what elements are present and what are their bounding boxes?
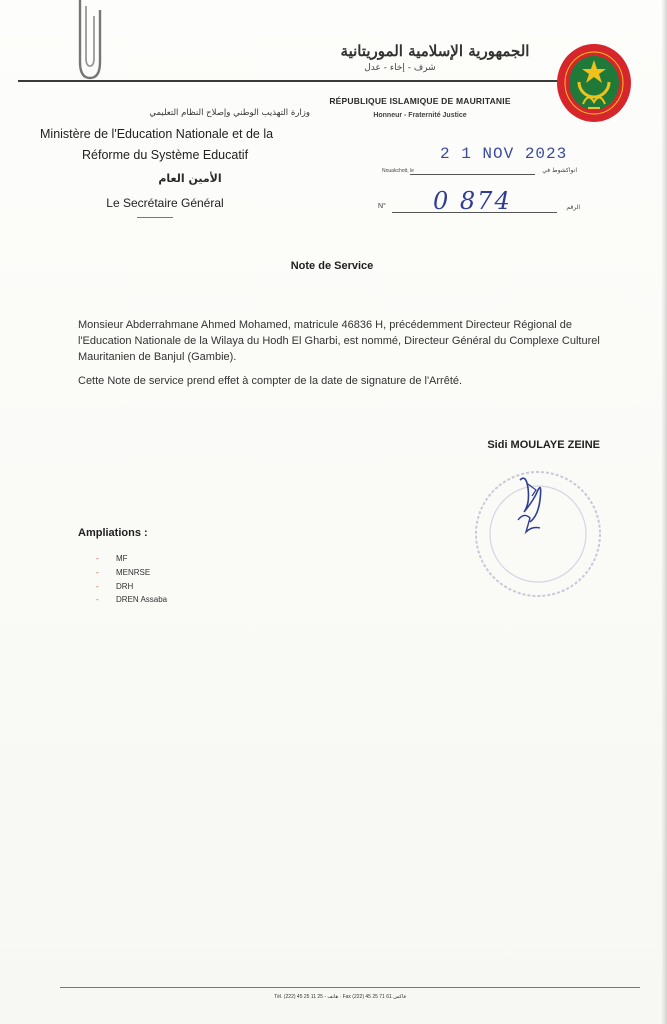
motto-arabic: شرف - إخاء - عدل bbox=[364, 63, 436, 73]
body-paragraph-1: Monsieur Abderrahmane Ahmed Mohamed, matricule 46836 H, précédemment Directeur Régional de l'Education Nationale de la Wilaya du Hodh El Gharbi, est nommé, Directeur Général du Complexe Culturel Mauritanien de Banjul (Gambie). bbox=[78, 319, 600, 363]
date-prefix: Nouakchott, le bbox=[382, 168, 414, 174]
ampliations-title: Ampliations : bbox=[78, 527, 148, 539]
footer-rule bbox=[60, 987, 640, 988]
date-label-arabic: انواكشوط في bbox=[542, 167, 577, 174]
signatory-name: Sidi MOULAYE ZEINE bbox=[487, 439, 600, 451]
ministry-name-arabic: وزارة التهذيب الوطني وإصلاح النظام التعليمي bbox=[149, 108, 310, 118]
footer-contact: Tél. (222) 45 25 11 25 - هاتف · Fax (222) 45 25 71 61 فاكس bbox=[274, 994, 406, 1000]
number-prefix: N° bbox=[378, 203, 386, 210]
secretary-general-arabic: الأمين العام bbox=[158, 172, 222, 185]
paper-clip-icon bbox=[70, 0, 104, 84]
reference-number-handwritten: 0 874 bbox=[433, 187, 512, 215]
list-item: - MF bbox=[96, 552, 167, 566]
list-item: - DRH bbox=[96, 580, 167, 594]
date-line bbox=[410, 174, 535, 175]
document-body bbox=[78, 318, 623, 399]
list-item: - DREN Assaba bbox=[96, 593, 167, 607]
signature-stamp-icon bbox=[468, 460, 608, 605]
ampliations-list bbox=[96, 552, 167, 607]
secretary-general-french: Le Secrétaire Général bbox=[106, 196, 224, 210]
motto-french: Honneur - Fraternité Justice bbox=[373, 112, 467, 119]
page-edge-shadow bbox=[661, 0, 667, 1024]
document-title: Note de Service bbox=[290, 260, 374, 272]
list-item: - MENRSE bbox=[96, 566, 167, 580]
secretary-rule bbox=[137, 217, 173, 218]
national-seal-icon bbox=[555, 42, 633, 124]
ministry-name-french-line2: Réforme du Système Educatif bbox=[82, 148, 249, 162]
republic-arabic: الجمهورية الإسلامية الموريتانية bbox=[340, 42, 530, 60]
header-rule bbox=[18, 80, 558, 82]
date-stamp: 2 1 NOV 2023 bbox=[440, 145, 568, 163]
body-paragraph-2: Cette Note de service prend effet à compter de la date de signature de l'Arrêté. bbox=[78, 375, 463, 388]
number-label-arabic: الرقم bbox=[566, 204, 580, 211]
republic-french: RÉPUBLIQUE ISLAMIQUE DE MAURITANIE bbox=[329, 96, 511, 106]
ministry-name-french-line1: Ministère de l'Education Nationale et de la bbox=[40, 127, 274, 141]
